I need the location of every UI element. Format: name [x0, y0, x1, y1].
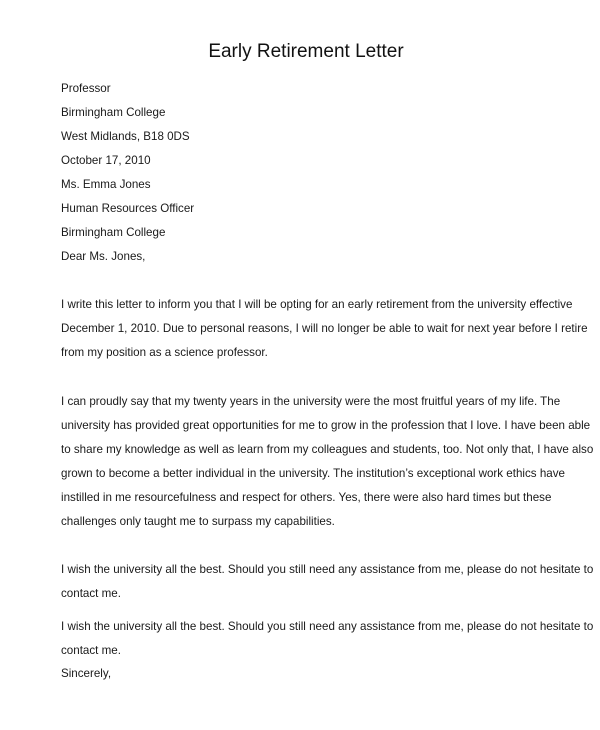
sender-institution: Birmingham College — [61, 106, 166, 119]
salutation: Dear Ms. Jones, — [61, 250, 146, 263]
sender-title: Professor — [61, 82, 111, 95]
recipient-position: Human Resources Officer — [61, 202, 195, 215]
paragraph-2-line-1: I can proudly say that my twenty years in the university were the most fruitful years of my life. The — [61, 395, 561, 408]
paragraph-3-line-2: contact me. — [61, 587, 121, 600]
sender-address: West Midlands, B18 0DS — [61, 130, 190, 143]
letter-date: October 17, 2010 — [61, 154, 151, 167]
paragraph-1-line-1: I write this letter to inform you that I will be opting for an early retirement from the university effective — [61, 298, 573, 311]
paragraph-4-line-2: contact me. — [61, 644, 121, 657]
closing: Sincerely, — [61, 667, 112, 680]
recipient-name: Ms. Emma Jones — [61, 178, 151, 191]
paragraph-2-line-2: university has provided great opportunities for me to grow in the profession that I love. I have been able — [61, 419, 591, 432]
paragraph-1-line-3: from my position as a science professor. — [61, 346, 268, 359]
paragraph-2-line-4: grown to become a better individual in the university. The institution’s exceptional work ethics have — [61, 467, 565, 480]
paragraph-2-line-5: instilled in me resourcefulness and respect for others. Yes, there were also hard times but these — [61, 491, 552, 504]
paragraph-2-line-3: to share my knowledge as well as learn from my colleagues and students, too. Not only that, I have also — [61, 443, 594, 456]
paragraph-3-line-1: I wish the university all the best. Should you still need any assistance from me, please do not hesitate to — [61, 563, 594, 576]
recipient-institution: Birmingham College — [61, 226, 166, 239]
paragraph-2-line-6: challenges only taught me to surpass my capabilities. — [61, 515, 335, 528]
page-title: Early Retirement Letter — [208, 41, 404, 62]
paragraph-1-line-2: December 1, 2010. Due to personal reasons, I will no longer be able to wait for next year before I retire — [61, 322, 588, 335]
paragraph-4-line-1: I wish the university all the best. Should you still need any assistance from me, please do not hesitate to — [61, 620, 594, 633]
